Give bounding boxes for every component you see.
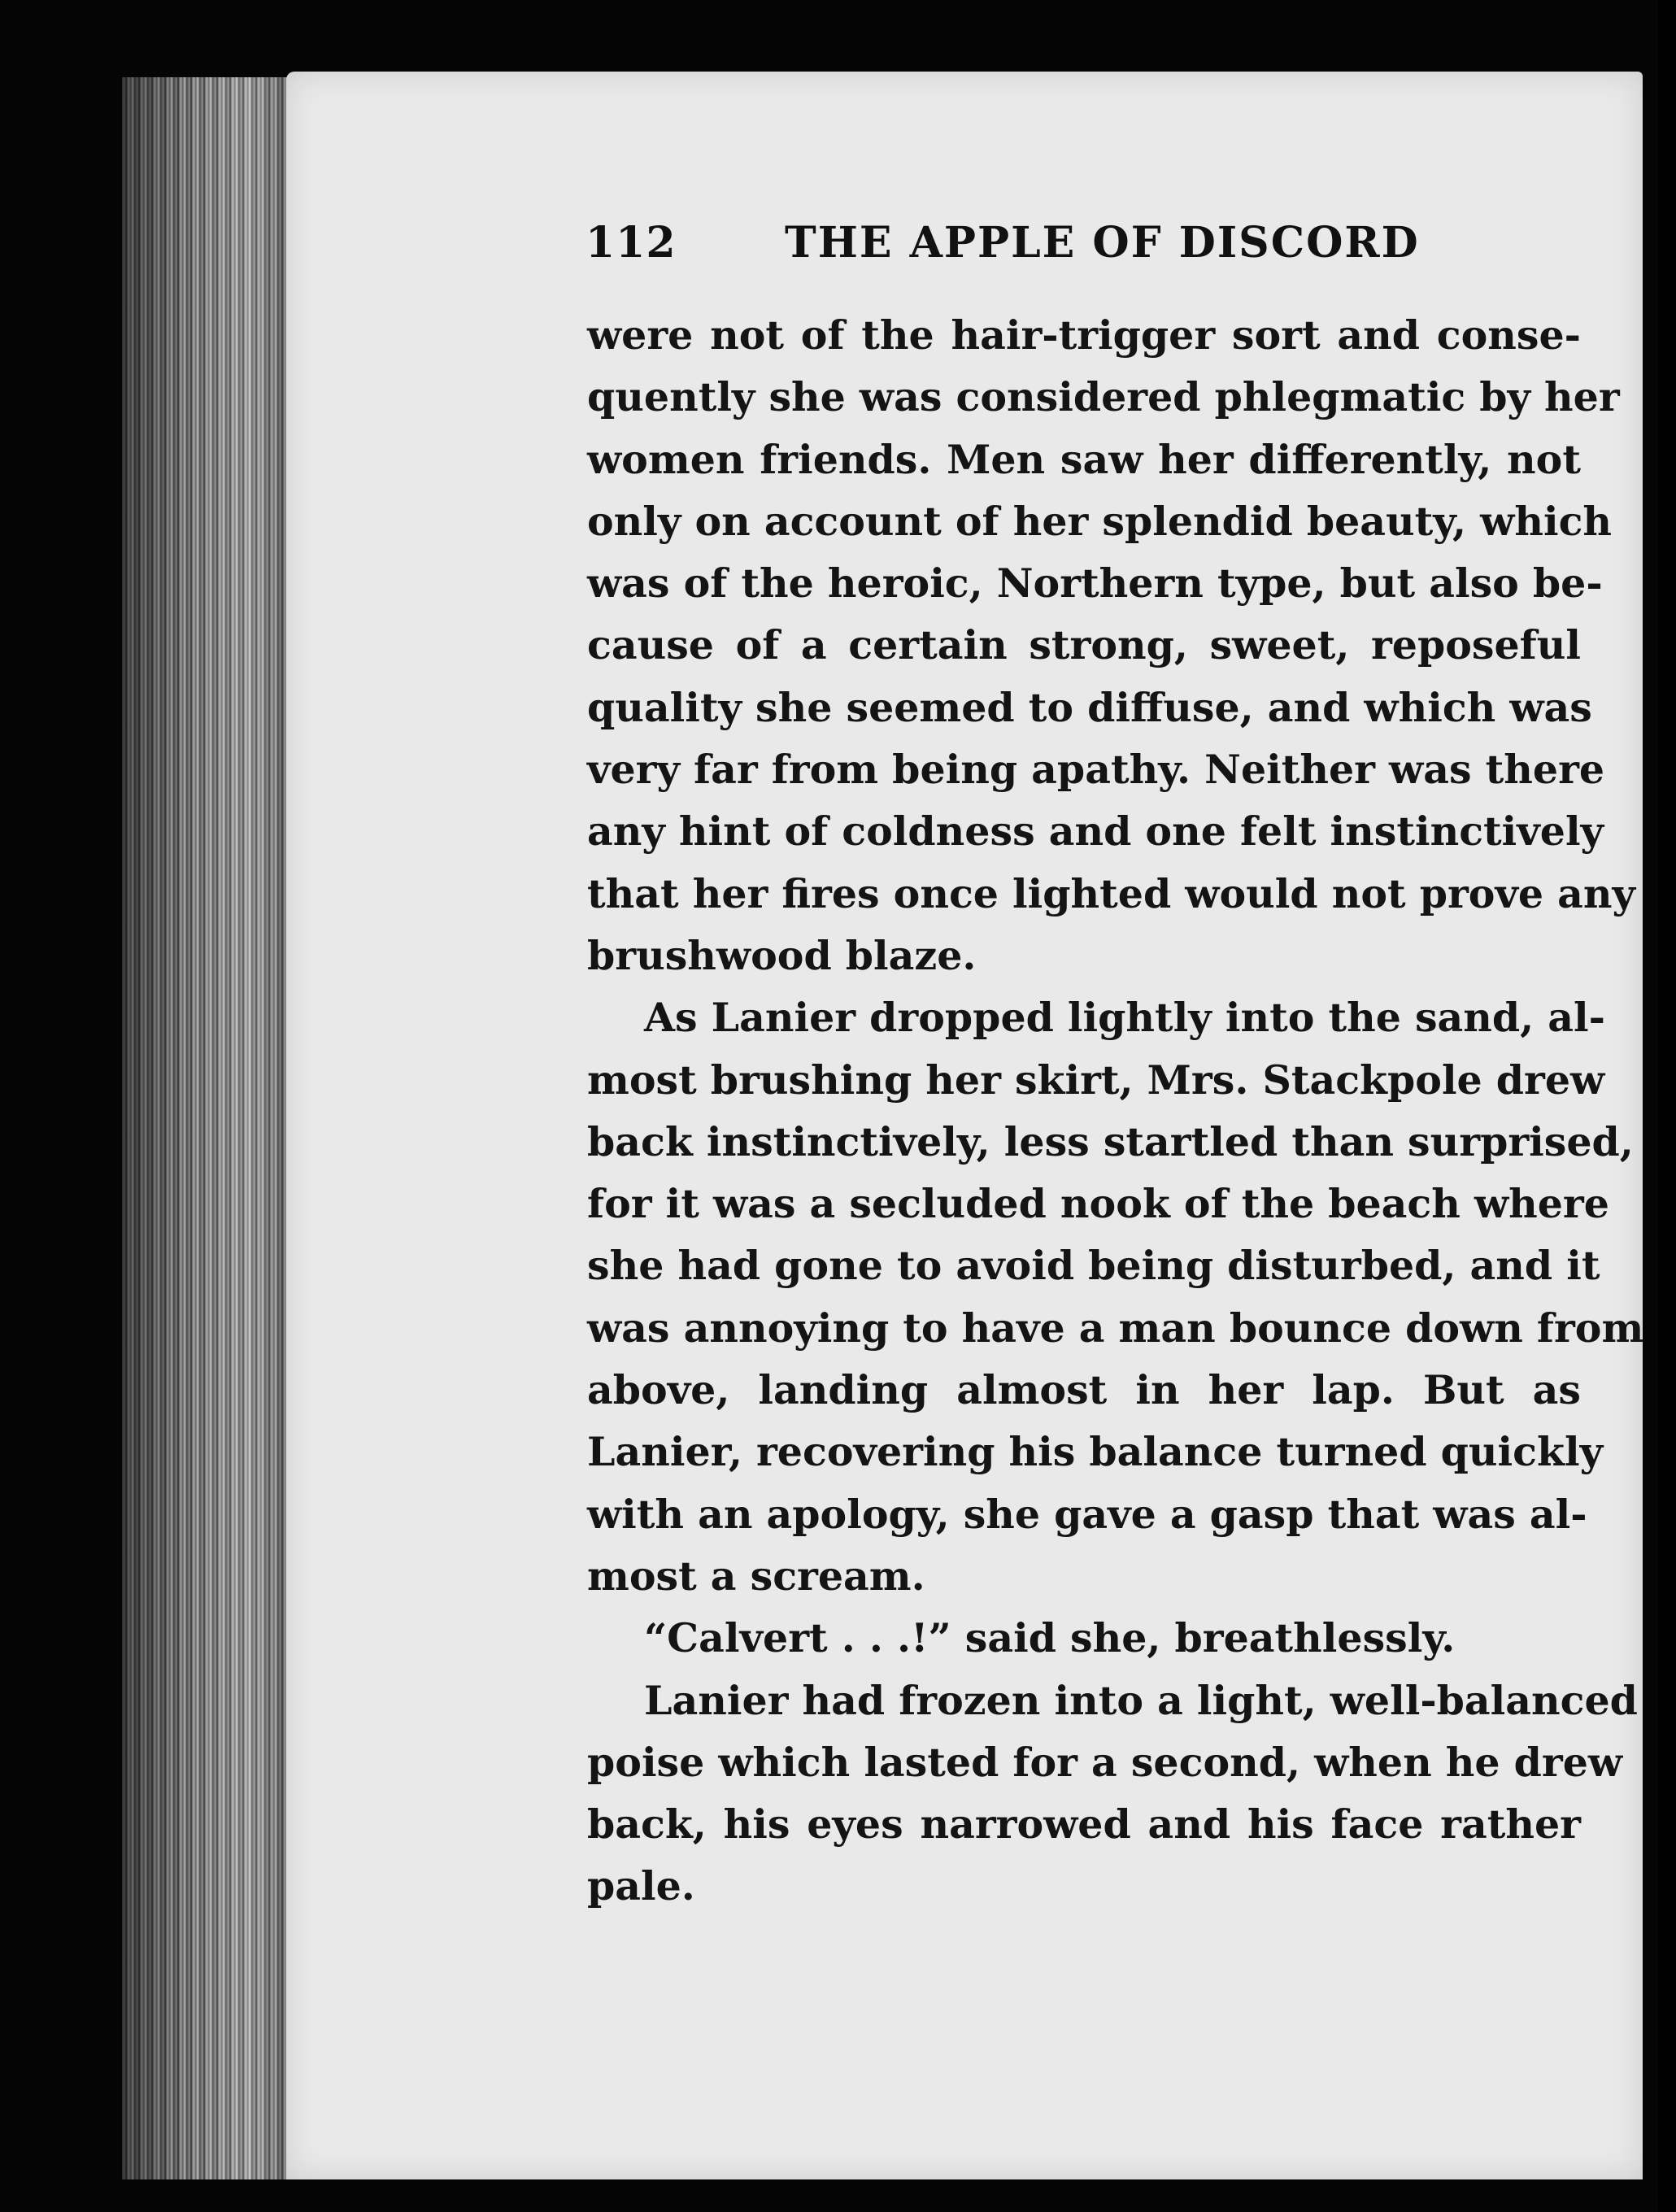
running-header	[586, 218, 1431, 283]
page-number: 112	[586, 218, 677, 268]
text-line: she had gone to avoid being disturbed, and it	[587, 1242, 1600, 1290]
text-line: only on account of her splendid beauty, which	[587, 497, 1613, 545]
text-line: cause of a certain strong, sweet, reposeful	[587, 621, 1581, 669]
text-line: quently she was considered phlegmatic by her	[587, 373, 1620, 421]
text-line: back, his eyes narrowed and his face rather	[587, 1801, 1581, 1848]
text-line: poise which lasted for a second, when he drew	[587, 1738, 1623, 1786]
text-line: for it was a secluded nook of the beach where	[587, 1180, 1609, 1228]
text-line: pale.	[587, 1862, 695, 1910]
text-line: Lanier had frozen into a light, well-balanced	[644, 1676, 1638, 1724]
text-line: were not of the hair-trigger sort and conse-	[587, 311, 1581, 359]
text-line: most brushing her skirt, Mrs. Stackpole drew	[587, 1056, 1605, 1104]
text-line: most a scream.	[587, 1552, 925, 1600]
text-line: above, landing almost in her lap. But as	[587, 1366, 1581, 1414]
text-line: was annoying to have a man bounce down from	[587, 1304, 1644, 1352]
text-line: that her fires once lighted would not prove any	[587, 869, 1636, 917]
text-line: “Calvert . . .!” said she, breathlessly.	[644, 1614, 1456, 1662]
text-line: Lanier, recovering his balance turned quickly	[587, 1428, 1604, 1476]
text-line: was of the heroic, Northern type, but also be-	[587, 560, 1603, 607]
page-block-shadow	[122, 77, 293, 2179]
body-text	[587, 304, 1644, 1918]
text-line: any hint of coldness and one felt instinctively	[587, 808, 1604, 856]
text-line: back instinctively, less startled than surprised,	[587, 1117, 1634, 1165]
text-line: with an apology, she gave a gasp that was al-	[587, 1490, 1587, 1538]
scan-border	[1658, 0, 1676, 2212]
text-line: very far from being apathy. Neither was there	[587, 746, 1605, 794]
text-line: women friends. Men saw her differently, not	[587, 435, 1581, 483]
text-line: As Lanier dropped lightly into the sand, al-	[644, 994, 1605, 1042]
text-line: quality she seemed to diffuse, and which was	[587, 683, 1592, 731]
running-title: THE APPLE OF DISCORD	[785, 218, 1420, 268]
text-line: brushwood blaze.	[587, 931, 977, 979]
